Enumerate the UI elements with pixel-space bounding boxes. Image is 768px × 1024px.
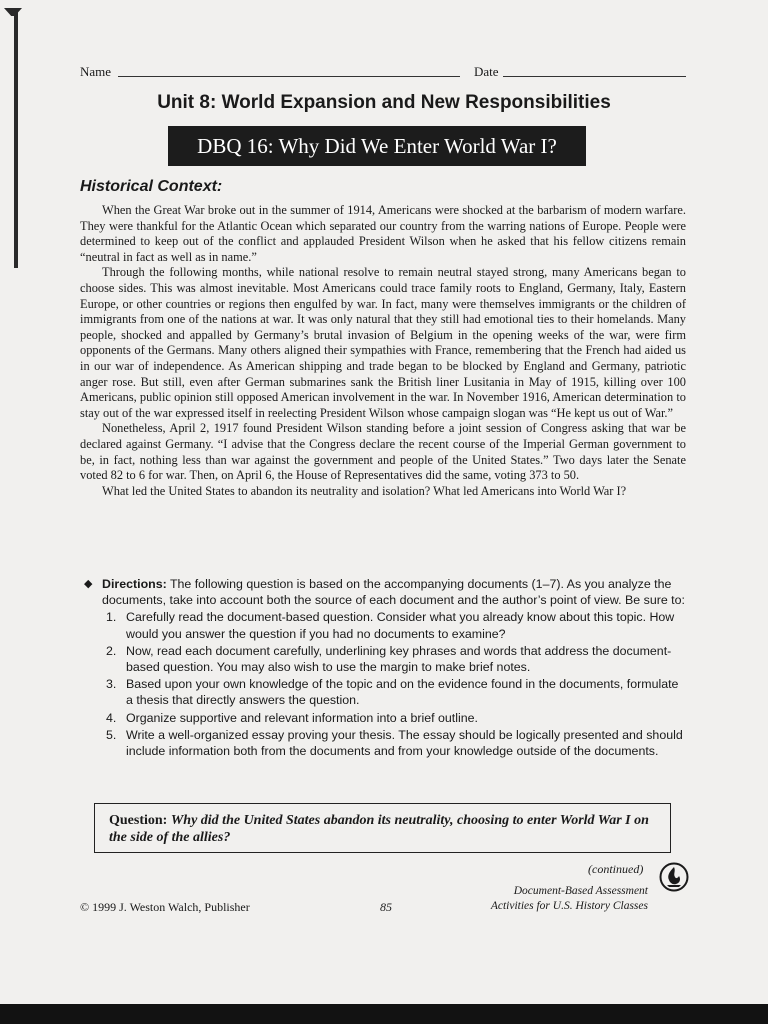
unit-title: Unit 8: World Expansion and New Responsibilities: [157, 92, 611, 113]
step-number: 5.: [106, 727, 117, 742]
context-paragraph: When the Great War broke out in the summer of 1914, Americans were shocked at the barbarism of modern warfare. They were thankful for the Atlantic Ocean which separated our country from the warring nations of Europe. People were determined to keep out of the conflict and applauded President Wilson when he asked that his fellow citizens remain “neutral in fact as well as in name.”: [80, 203, 686, 264]
question-text: Why did the United States abandon its neutrality, choosing to enter World War I on the side of the allies?: [109, 813, 649, 845]
scan-margin-mark: [4, 8, 22, 16]
date-field[interactable]: [503, 76, 686, 77]
name-label: Name: [80, 64, 112, 79]
list-item: [82, 676, 686, 708]
step-number: 1.: [106, 610, 117, 625]
directions-section: [82, 576, 686, 759]
step-number: 2.: [106, 643, 117, 658]
list-item: [82, 609, 686, 641]
list-item: [82, 727, 686, 759]
list-item: [82, 710, 686, 726]
step-text: Carefully read the document-based question. Consider what you already know about this topic. How would you answer the question if you had no documents to examine?: [126, 610, 675, 641]
continued-note: (continued): [588, 862, 644, 876]
context-paragraph: Nonetheless, April 2, 1917 found President Wilson standing before a joint session of Congress asking that war be declared against Germany. “I advise that the Congress declare the recent course of the Imperial German government to be, in fact, nothing less than war against the government and people of the United States.” Two days later the Senate voted 82 to 6 for war. Then, on April 6, the House of Representatives did the same, voting 373 to 50.: [80, 421, 686, 483]
directions-intro: [82, 576, 686, 608]
scan-bottom-edge: [0, 1004, 768, 1024]
question-box: [94, 803, 671, 853]
name-field[interactable]: [118, 76, 460, 77]
publication-line: Activities for U.S. History Classes: [490, 900, 648, 912]
step-text: Write a well-organized essay proving your thesis. The essay should be logically presented and should include information both from the documents and from your knowledge outside of the documents.: [126, 727, 683, 759]
date-label: Date: [474, 64, 499, 79]
step-text: Based upon your own knowledge of the topic and on the evidence found in the documents, formulate a thesis that directly answers the question.: [126, 677, 679, 708]
context-paragraph: Through the following months, while national resolve to remain neutral stayed strong, many Americans began to choose sides. This was almost inevitable. Most Americans could trace family roots to England, Germany, Italy, Eastern Europe, or other countries or regions then engulfed by war. In fact, many were themselves immigrants or the children of immigrants from one of the nations at war. It was only natural that they still had emotional ties to their homelands. Many people, shocked and appalled by Germany’s brutal invasion of Belgium in the opening weeks of the war, were firm opponents of the Germans. Many others aligned their sympathies with France, remembering that the French had aided us in our war of independence. As American shipping and trade began to be blocked by England and Germany, patriotic anger rose. But still, even after German submarines sank the British liner Lusitania in May of 1915, killing over 100 Americans, public opinion still opposed American involvement in the war. In November 1916, American determination to stay out of the war expressed itself in reelecting President Wilson whose campaign slogan was “He kept us out of War.”: [80, 265, 686, 420]
context-paragraph: What led the United States to abandon its neutrality and isolation? What led Americans into World War I?: [102, 483, 627, 498]
historical-context-heading: Historical Context:: [80, 178, 223, 195]
historical-context-text: [80, 203, 686, 499]
step-number: 3.: [106, 677, 117, 692]
directions-text: The following question is based on the accompanying documents (1–7). As you analyze the documents, take into account both the source of each document and the author’s point of view. Be sure to:: [102, 577, 685, 608]
directions-label: Directions:: [102, 577, 167, 591]
dbq-title: DBQ 16: Why Did We Enter World War I?: [197, 133, 557, 158]
page-number: 85: [380, 900, 392, 914]
list-item: [82, 643, 686, 675]
step-number: 4.: [106, 710, 117, 725]
publication-line: Document-Based Assessment: [513, 885, 648, 897]
scan-margin-bar: [14, 8, 18, 268]
directions-steps: [82, 609, 686, 759]
publication-credit: [468, 884, 648, 914]
copyright: © 1999 J. Weston Walch, Publisher: [80, 900, 250, 914]
step-text: Organize supportive and relevant information into a brief outline.: [126, 710, 478, 725]
step-text: Now, read each document carefully, underlining key phrases and words that address the document-based question. You may also wish to use the margin to make brief notes.: [126, 643, 672, 675]
dbq-title-banner: [168, 126, 586, 166]
publisher-logo-icon: [659, 862, 689, 892]
question-label: Question:: [109, 813, 168, 828]
diamond-bullet-icon: ◆: [84, 578, 93, 590]
